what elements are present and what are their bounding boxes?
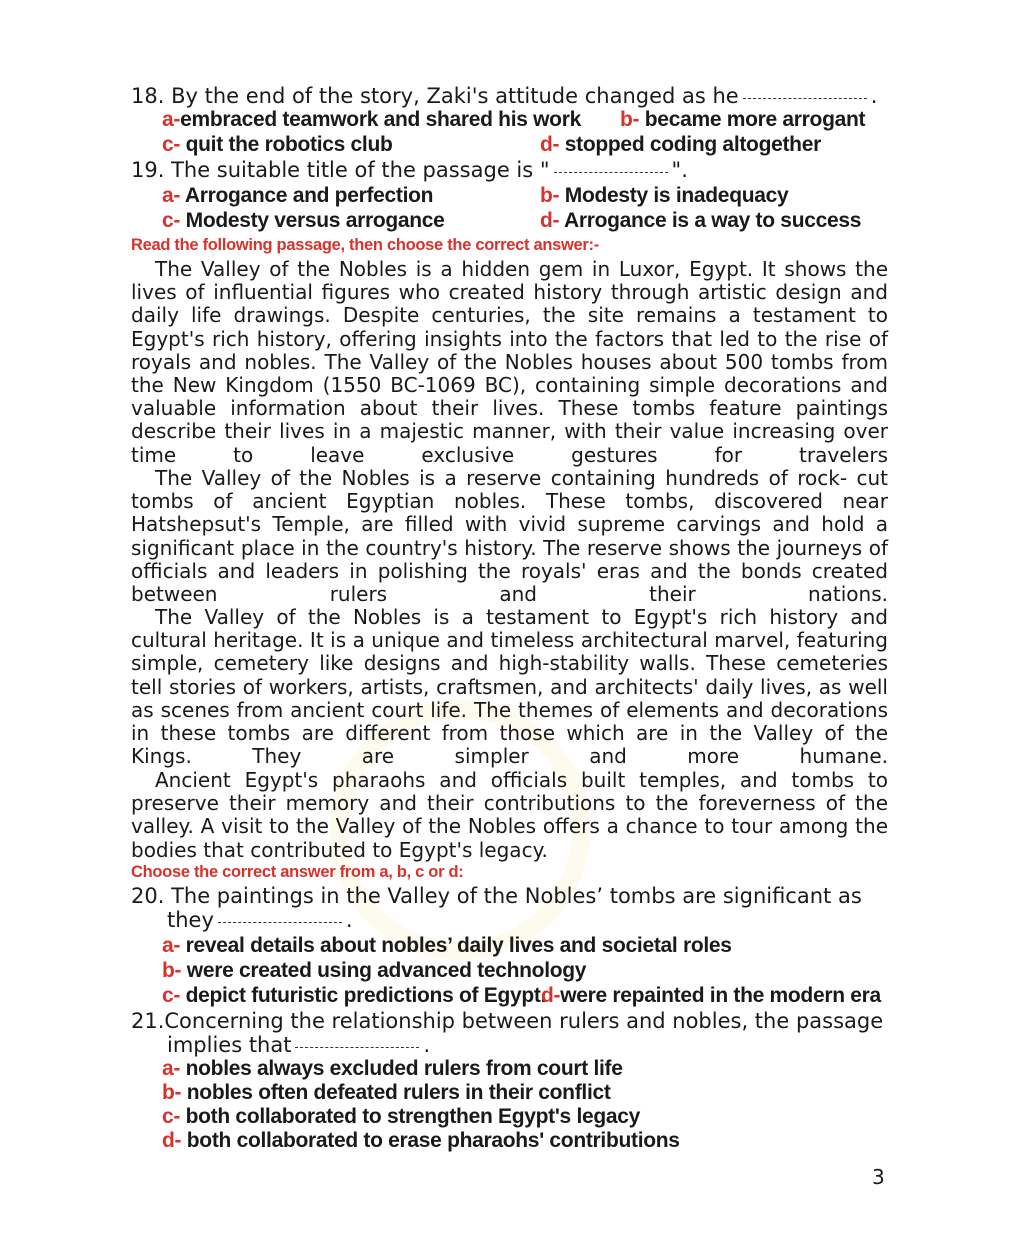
- q19-option-d[interactable]: d- Arrogance is a way to success: [540, 209, 862, 232]
- answer-blank: [295, 1047, 419, 1048]
- reading-instruction: Read the following passage, then choose the correct answer:-: [131, 236, 599, 254]
- question-20-stem-cont: they .: [167, 908, 353, 932]
- answer-blank: [218, 922, 342, 923]
- passage-paragraph-1: The Valley of the Nobles is a hidden gem in Luxor, Egypt. It shows the lives of influential figures who created history through artistic design and daily life drawings. Despite centuries, the site remains a testament to Egypt's rich history, offering insights into the factors that led to the rise of royals and nobles. The Valley of the Nobles houses about 500 tombs from the New Kingdom (1550 BC-1069 BC), containing simple decorations and valuable information about their lives. These tombs feature paintings describe their lives in a majestic manner, with their value increasing over time to leave exclusive gestures for travelers: [131, 257, 888, 467]
- passage-paragraph-2: The Valley of the Nobles is a reserve containing hundreds of rock- cut tombs of ancient Egyptian nobles. These tombs, discovered near Hatshepsut's Temple, are filled with vivid supreme carvings and hold a significant place in the country's history. The reserve shows the journeys of officials and leaders in polishing the royals' eras and the bonds created between rulers and their nations.: [131, 466, 888, 607]
- passage-paragraph-4: Ancient Egypt's pharaohs and officials built temples, and tombs to preserve their memory and their contributions to the foreverness of the valley. A visit to the Valley of the Nobles offers a chance to tour among the bodies that contributed to Egypt's legacy.: [131, 768, 888, 862]
- question-19-stem: 19. The suitable title of the passage is " ".: [131, 158, 688, 182]
- q21-option-c[interactable]: c- both collaborated to strengthen Egypt's legacy: [162, 1105, 641, 1128]
- question-21-stem-cont: implies that .: [167, 1033, 431, 1057]
- answer-blank: [743, 98, 867, 99]
- q18-option-c[interactable]: c- quit the robotics club: [162, 133, 393, 156]
- q20-option-a[interactable]: a- reveal details about nobles’ daily lives and societal roles: [162, 934, 732, 957]
- q18-option-a[interactable]: a-embraced teamwork and shared his work: [162, 108, 581, 131]
- q20-option-c[interactable]: c- depict futuristic predictions of Egypt.: [162, 984, 547, 1007]
- question-18-stem: 18. By the end of the story, Zaki's attitude changed as he .: [131, 84, 878, 108]
- answer-blank: [554, 172, 668, 173]
- q19-option-a[interactable]: a- Arrogance and perfection: [162, 184, 434, 207]
- q19-option-b[interactable]: b- Modesty is inadequacy: [540, 184, 789, 207]
- q20-option-b[interactable]: b- were created using advanced technology: [162, 959, 587, 982]
- question-21-stem: 21.Concerning the relationship between rulers and nobles, the passage: [131, 1009, 884, 1033]
- q21-option-d[interactable]: d- both collaborated to erase pharaohs' contributions: [162, 1129, 680, 1152]
- q21-option-a[interactable]: a- nobles always excluded rulers from court life: [162, 1057, 623, 1080]
- q18-option-d[interactable]: d- stopped coding altogether: [540, 133, 821, 156]
- choose-instruction: Choose the correct answer from a, b, c or d:: [131, 863, 464, 881]
- page-number: 3: [872, 1165, 885, 1189]
- passage-paragraph-3: The Valley of the Nobles is a testament to Egypt's rich history and cultural heritage. It is a unique and timeless architectural marvel, featuring simple, cemetery like designs and high-stability walls. These cemeteries tell stories of workers, artists, craftsmen, and architects' daily lives, as well as scenes from ancient court life. The themes of elements and decorations in these tombs are different from those which are in the Valley of the Kings. They are simpler and more humane.: [131, 605, 888, 769]
- q19-option-c[interactable]: c- Modesty versus arrogance: [162, 209, 445, 232]
- question-20-stem: 20. The paintings in the Valley of the Nobles’ tombs are significant as: [131, 884, 862, 908]
- q21-option-b[interactable]: b- nobles often defeated rulers in their conflict: [162, 1081, 611, 1104]
- q20-option-d[interactable]: d-were repainted in the modern era: [541, 984, 881, 1007]
- q18-option-b[interactable]: b- became more arrogant: [620, 108, 866, 131]
